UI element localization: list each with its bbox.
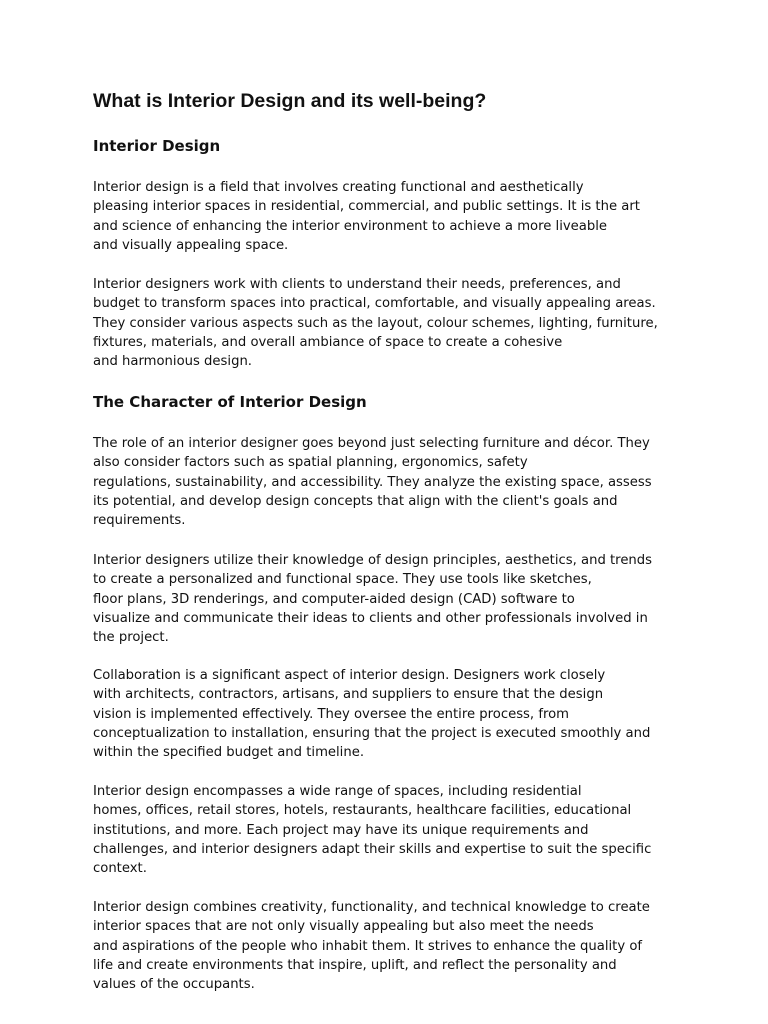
paragraph xyxy=(93,434,678,530)
paragraph-line: visualize and communicate their ideas to clients and other professionals involved in xyxy=(93,610,648,626)
paragraph-line: with architects, contractors, artisans, and suppliers to ensure that the design xyxy=(93,687,604,703)
paragraph-line: budget to transform spaces into practical, comfortable, and visually appealing areas. xyxy=(93,296,656,312)
paragraph-line: fixtures, materials, and overall ambiance of space to create a cohesive xyxy=(93,334,563,350)
paragraph-line: interior spaces that are not only visually appealing but also meet the needs xyxy=(93,919,594,935)
paragraph-line: Interior designers utilize their knowledge of design principles, aesthetics, and trends xyxy=(93,553,653,568)
paragraph-line: challenges, and interior designers adapt their skills and expertise to suit the specific xyxy=(93,841,652,857)
paragraph-line: conceptualization to installation, ensuring that the project is executed smoothly and xyxy=(93,725,651,741)
paragraph-line: Collaboration is a significant aspect of interior design. Designers work closely xyxy=(93,668,606,683)
paragraph xyxy=(93,275,678,371)
paragraph-line: Interior designers work with clients to understand their needs, preferences, and xyxy=(93,277,621,292)
paragraph-line: life and create environments that inspire, uplift, and reflect the personality and xyxy=(93,957,617,973)
section-heading-character: The Character of Interior Design xyxy=(93,393,367,411)
paragraph-line: values of the occupants. xyxy=(93,977,255,993)
paragraph xyxy=(93,551,678,647)
paragraph xyxy=(93,782,678,878)
paragraph-line: the project. xyxy=(93,630,169,646)
paragraph-line: vision is implemented effectively. They oversee the entire process, from xyxy=(93,706,570,722)
paragraph-line: its potential, and develop design concepts that align with the client's goals and xyxy=(93,493,618,509)
paragraph-line: floor plans, 3D renderings, and computer-aided design (CAD) software to xyxy=(93,591,575,607)
paragraph-line: They consider various aspects such as the layout, colour schemes, lighting, furniture, xyxy=(93,315,658,331)
paragraph-line: to create a personalized and functional space. They use tools like sketches, xyxy=(93,572,592,588)
document-title: What is Interior Design and its well-being? xyxy=(93,90,487,112)
paragraph-line: also consider factors such as spatial planning, ergonomics, safety xyxy=(93,455,528,471)
paragraph-line: Interior design encompasses a wide range of spaces, including residential xyxy=(93,784,582,799)
paragraph-line: The role of an interior designer goes beyond just selecting furniture and décor. They xyxy=(93,436,650,451)
paragraph xyxy=(93,666,678,762)
paragraph-line: context. xyxy=(93,861,147,877)
paragraph-line: within the specified budget and timeline. xyxy=(93,745,365,761)
paragraph xyxy=(93,178,678,255)
paragraph-line: and science of enhancing the interior environment to achieve a more liveable xyxy=(93,218,608,234)
paragraph-line: institutions, and more. Each project may have its unique requirements and xyxy=(93,822,589,838)
paragraph-line: homes, offices, retail stores, hotels, restaurants, healthcare facilities, educational xyxy=(93,803,632,819)
paragraph-line: regulations, sustainability, and accessibility. They analyze the existing space, assess xyxy=(93,474,652,490)
paragraph xyxy=(93,898,678,994)
paragraph-line: and aspirations of the people who inhabit them. It strives to enhance the quality of xyxy=(93,938,643,954)
paragraph-line: pleasing interior spaces in residential, commercial, and public settings. It is the art xyxy=(93,199,640,215)
paragraph-line: and visually appealing space. xyxy=(93,237,289,253)
paragraph-line: Interior design combines creativity, functionality, and technical knowledge to create xyxy=(93,900,650,915)
section-heading-interior-design: Interior Design xyxy=(93,137,221,155)
paragraph-line: and harmonious design. xyxy=(93,354,252,370)
paragraph-line: Interior design is a field that involves creating functional and aesthetically xyxy=(93,180,584,195)
paragraph-line: requirements. xyxy=(93,513,186,529)
